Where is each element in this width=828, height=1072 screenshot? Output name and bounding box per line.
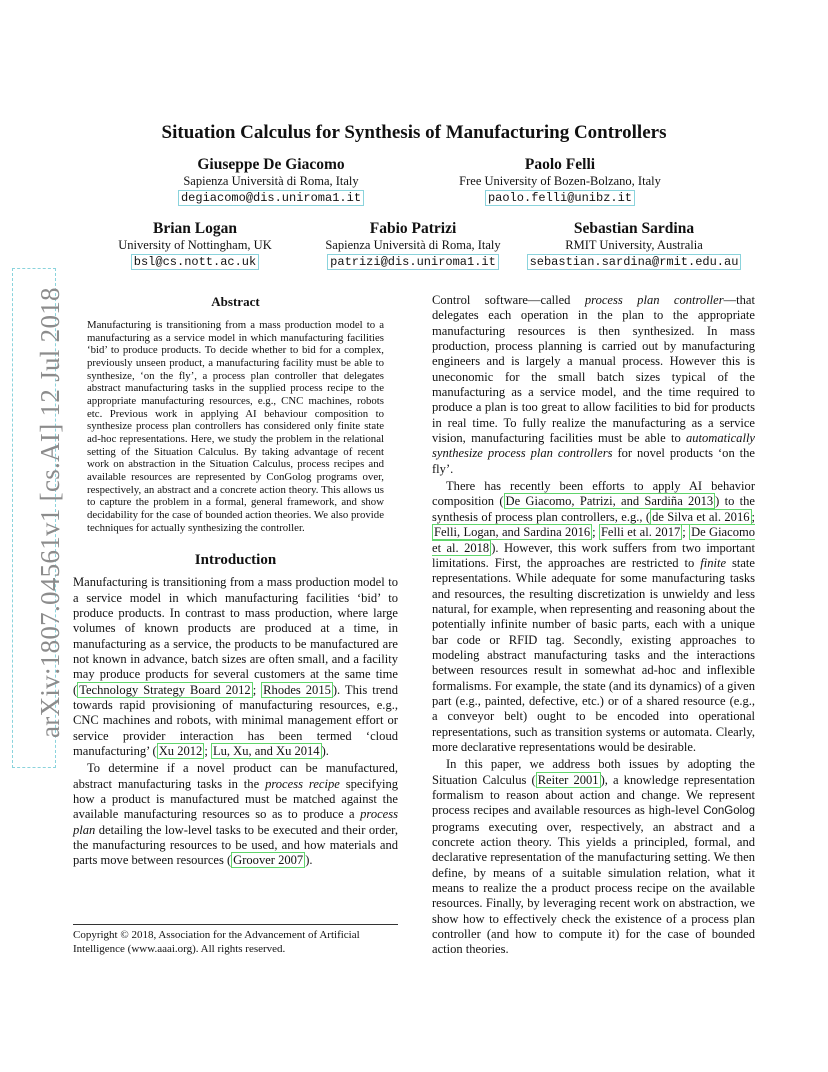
author-name: Giuseppe De Giacomo xyxy=(197,156,345,173)
author-block xyxy=(166,157,376,206)
author-affiliation: Free University of Bozen-Bolzano, Italy xyxy=(459,174,661,188)
author-name: Brian Logan xyxy=(153,220,237,237)
paragraph: In this paper, we address both issues by adopting the Situation Calculus ( Reiter 2001 ), a knowledge representation formalism to reason about action and change. We represent process recipes and available resources as high-level ConGolog programs executing over, respectively, an abstract and a concrete action theory. This yields a principled, formal, and declarative representation of the manufacturing setting. We then define, by means of a suitable simulation relation, what it means to realize the a product process recipe on the available resources. Finally, by leveraging recent work on abstraction, we show how to effectively check the existence of a process plan controller (and how to compute it) for the case of bounded action theories. xyxy=(432,757,755,957)
right-column xyxy=(432,293,755,958)
author-email-link[interactable]: sebastian.sardina@rmit.edu.au xyxy=(527,254,742,270)
left-column xyxy=(73,294,398,869)
author-affiliation: University of Nottingham, UK xyxy=(118,238,272,252)
abstract-heading: Abstract xyxy=(211,294,260,309)
citation-link[interactable]: Xu 2012 xyxy=(158,743,203,758)
author-affiliation: RMIT University, Australia xyxy=(565,238,703,252)
citation-link[interactable]: Lu, Xu, and Xu 2014 xyxy=(212,743,320,758)
author-email-link[interactable]: paolo.felli@unibz.it xyxy=(485,190,635,206)
author-block xyxy=(440,157,680,206)
citation-link[interactable]: Technology Strategy Board 2012 xyxy=(79,682,251,697)
author-name: Sebastian Sardina xyxy=(573,220,695,237)
copyright-notice: Copyright © 2018, Association for the Advancement of Artificial Intelligence (www.aaai.org). All rights reserved. xyxy=(73,924,398,956)
citation-link[interactable]: Felli et al. 2017 xyxy=(600,525,681,540)
citation-link[interactable]: Reiter 2001 xyxy=(537,772,599,787)
author-name: Paolo Felli xyxy=(524,156,596,173)
citation-link[interactable]: De Giacomo et al. 2018 xyxy=(432,525,755,555)
author-block xyxy=(100,221,290,270)
paragraph: To determine if a novel product can be manufactured, abstract manufacturing tasks in the process recipe specifying how a product is manufactured must be matched against the available manufacturing resources so as to produce a process plan detailing the low-level tasks to be executed and their order, the manufacturing resources to be used, and how materials and parts move between resources ( Groover 2007 ). xyxy=(73,761,399,868)
paragraph: Manufacturing is transitioning from a mass production model to a service model in which manufacturing facilities ‘bid’ to produce products. In contrast to mass production, where large volumes of known products are produced at a time, in manufacturing as a service, the products to be manufactured are not known in advance, batch sizes are often small, and a facility may produce products for several customers at the same time ( Technology Strategy Board 2012 ; Rhodes 2015 ). This trend towards rapid provisioning of manufacturing resources, e.g., CNC machines and robots, with minimal management effort or service provider interaction has been termed ‘cloud manufacturing’ ( Xu 2012 ; Lu, Xu, and Xu 2014 ). xyxy=(73,575,398,758)
paragraph: There has recently been efforts to apply AI behavior composition ( De Giacomo, Patrizi, and Sardiña 2013 ) to the synthesis of process plan controllers, e.g., ( de Silva et al. 2016 ; Felli, Logan, and Sardina 2016 ; Felli et al. 2017 ; De Giacomo et al. 2018 ). However, this work suffers from two important limitations. First, the approaches are restricted to finite state representations. While adequate for some manufacturing tasks and resources, the resulting discretization is unwieldy and less natural, for example, when representing and reasoning about the potentially infinite number of basic parts, each with a unique bar code or RFID tag. Secondly, existing approaches to modeling abstract manufacturing tasks and the interactions between resources result in somewhat ad-hoc and inflexible formalisms. For example, the state (and its dynamics) of a given part (e.g., painted, defective, etc.) or of a shared resource (e.g., a conveyor belt) ought to be encoded into operational representations, such as transition systems or automata. Clearly, more declarative representations would be desirable. xyxy=(432,479,756,754)
citation-link[interactable]: De Giacomo, Patrizi, and Sardiña 2013 xyxy=(505,494,714,509)
author-email-link[interactable]: degiacomo@dis.uniroma1.it xyxy=(178,190,364,206)
introduction-heading: Introduction xyxy=(194,552,277,569)
author-affiliation: Sapienza Università di Roma, Italy xyxy=(183,174,359,188)
paragraph: Control software—called process plan controller—that delegates each operation in the plan to the appropriate manufacturing resources is then synthesized. In mass production, process planning is carried out by manufacturing engineers and is largely a manual process. However this is uneconomic for the small batch sizes typical of the manufacturing as a service model, and the time required to produce a plan is too great to allow facilities to bid for products in real time. To fully realize the manufacturing as a service vision, manufacturing facilities must be able to automatically synthesize process plan controllers for novel products ‘on the fly’. xyxy=(432,293,756,476)
citation-link[interactable]: Felli, Logan, and Sardina 2016 xyxy=(434,525,591,540)
author-name: Fabio Patrizi xyxy=(369,220,457,237)
citation-link[interactable]: Rhodes 2015 xyxy=(263,682,331,697)
author-block xyxy=(513,221,755,270)
author-block xyxy=(310,221,516,270)
paper-title: Situation Calculus for Synthesis of Manufacturing Controllers xyxy=(161,122,667,143)
citation-link[interactable]: de Silva et al. 2016 xyxy=(652,509,750,524)
author-affiliation: Sapienza Università di Roma, Italy xyxy=(325,238,501,252)
author-email-link[interactable]: patrizi@dis.uniroma1.it xyxy=(327,254,499,270)
citation-link[interactable]: Groover 2007 xyxy=(233,853,304,868)
abstract-text: Manufacturing is transitioning from a mass production model to a manufacturing as a service model in which manufacturing facilities ‘bid’ to produce products. To decide whether to bid for a complex, previously unseen product, a manufacturing facility must be able to synthesize, ‘on the fly’, a process plan controller that delegates abstract manufacturing tasks in the supplied process recipe to the appropriate manufacturing resources, e.g., CNC machines, robots etc. Previous work in applying AI behaviour composition to synthesize process plan controllers has considered only finite state ad-hoc representations. Here, we study the problem in the relational setting of the Situation Calculus. By taking advantage of recent work on abstraction in the Situation Calculus, process recipes and available resources are represented by ConGolog programs over, respectively, an abstract and a concrete action theory. This allows us to capture the problem in a formal, general framework, and show decidability for the case of bounded action theories. We also provide techniques for actually synthesizing the controller. xyxy=(87,319,384,534)
author-email-link[interactable]: bsl@cs.nott.ac.uk xyxy=(131,254,259,270)
arxiv-identifier[interactable]: arXiv:1807.04561v1 [cs.AI] 12 Jul 2018 xyxy=(35,287,65,738)
